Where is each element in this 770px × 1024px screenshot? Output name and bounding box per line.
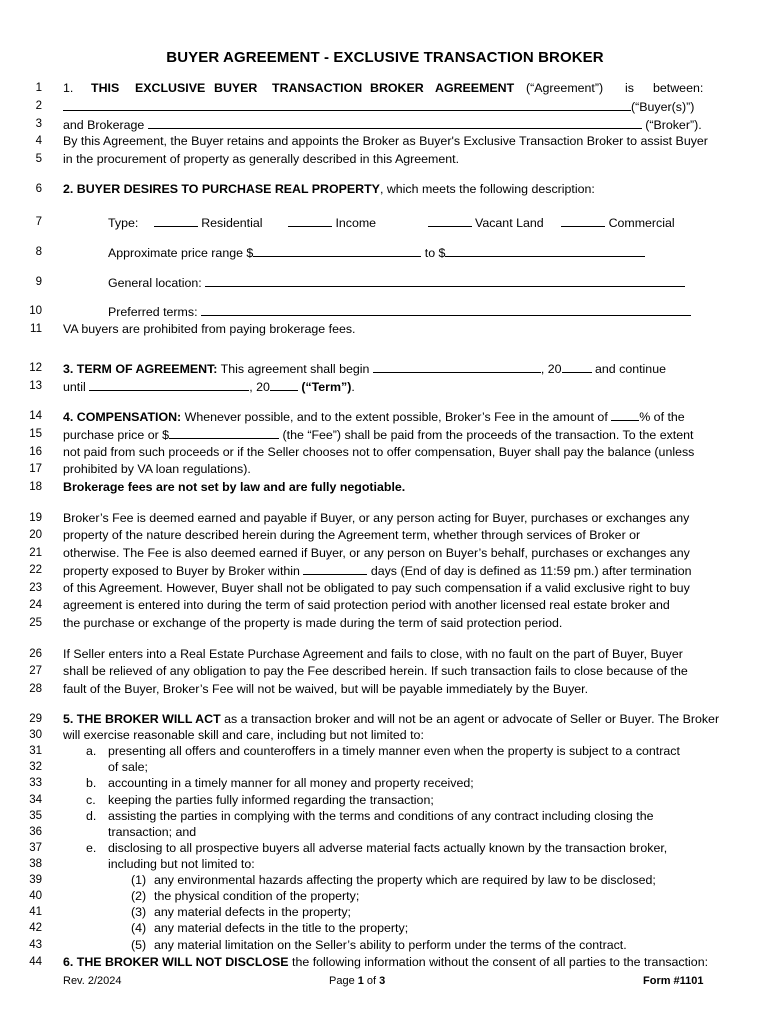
list-item-b bbox=[86, 776, 474, 790]
line-number: 5 bbox=[35, 153, 42, 165]
s1-word: AGREEMENT bbox=[435, 81, 515, 95]
s4-price-text: purchase price or $ bbox=[63, 428, 170, 442]
line-number: 15 bbox=[29, 428, 42, 440]
sublist-marker: (4) bbox=[131, 921, 147, 935]
fee-para-line bbox=[63, 563, 692, 578]
s1-is: is bbox=[625, 81, 634, 95]
price-to-label: to $ bbox=[424, 246, 446, 260]
s4-line-3: not paid from such proceeds or if the Seller chooses not to offer compensation, Buyer shall pay the balance (unless bbox=[63, 445, 695, 459]
list-marker: b. bbox=[86, 776, 97, 790]
s3-until: until bbox=[63, 380, 86, 394]
s3-comma20: , 20 bbox=[540, 362, 562, 376]
seller-para-line: shall be relieved of any obligation to pay the Fee described herein. If such transaction fails to close because of the bbox=[63, 664, 688, 678]
s5-line-1 bbox=[63, 712, 719, 726]
list-item-e bbox=[86, 841, 668, 855]
list-marker: c. bbox=[86, 793, 96, 807]
line-number: 37 bbox=[29, 842, 42, 854]
line-number: 9 bbox=[35, 276, 42, 288]
line-number: 13 bbox=[29, 380, 42, 392]
fee-para-line: agreement is entered into during the term of said protection period with another licensed real estate broker and bbox=[63, 598, 670, 612]
residential-label: Residential bbox=[201, 216, 263, 230]
s2-location-line bbox=[108, 275, 685, 290]
vacant-land-blank[interactable] bbox=[428, 215, 472, 227]
line-number: 7 bbox=[35, 216, 42, 228]
line-number: 39 bbox=[29, 874, 42, 886]
page-of: of bbox=[363, 975, 380, 987]
list-marker: e. bbox=[86, 841, 97, 855]
location-label: General location: bbox=[108, 276, 202, 290]
sublist-marker: (5) bbox=[131, 938, 147, 952]
line-number: 27 bbox=[29, 665, 42, 677]
list-marker: a. bbox=[86, 744, 97, 758]
terms-label: Preferred terms: bbox=[108, 305, 198, 319]
location-blank[interactable] bbox=[205, 275, 685, 287]
fee-para-line: otherwise. The Fee is also deemed earned if Buyer, or any person on Buyer’s behalf, purchases or exchanges any bbox=[63, 546, 690, 560]
s5-line-2: will exercise reasonable skill and care, including but not limited to: bbox=[63, 728, 424, 742]
list-text: assisting the parties in complying with the terms and conditions of any contract including closing the bbox=[108, 809, 654, 823]
seller-para-line: fault of the Buyer, Broker’s Fee will not be waived, but will be payable immediately by the Buyer. bbox=[63, 682, 589, 696]
sublist-text: any material defects in the property; bbox=[154, 905, 351, 919]
sublist-item-3 bbox=[131, 905, 351, 919]
footer-form-number: Form #1101 bbox=[643, 975, 704, 987]
s1-broker: (“Broker”). bbox=[645, 118, 702, 132]
line-number: 35 bbox=[29, 810, 42, 822]
begin-year-blank[interactable] bbox=[562, 361, 592, 373]
s2-terms-line bbox=[108, 304, 691, 319]
line-number: 33 bbox=[29, 777, 42, 789]
line-number: 19 bbox=[29, 512, 42, 524]
fee-amount-blank[interactable] bbox=[169, 427, 279, 439]
s3-heading: 3. TERM OF AGREEMENT: bbox=[63, 362, 218, 376]
page-number: 1 bbox=[357, 975, 364, 987]
sublist-marker: (3) bbox=[131, 905, 147, 919]
list-item-d bbox=[86, 809, 654, 823]
line-number: 31 bbox=[29, 745, 42, 757]
s1-word: EXCLUSIVE bbox=[135, 81, 206, 95]
s4-negotiable: Brokerage fees are not set by law and are fully negotiable. bbox=[63, 480, 406, 494]
s3-line-1 bbox=[63, 361, 666, 376]
fee-para-line: the purchase or exchange of the property is made during the term of said protection period. bbox=[63, 616, 563, 630]
price-min-blank[interactable] bbox=[253, 245, 421, 257]
s3-term: (“Term”) bbox=[301, 380, 352, 394]
terms-blank[interactable] bbox=[201, 304, 691, 316]
sublist-item-2 bbox=[131, 889, 360, 903]
price-range-label: Approximate price range $ bbox=[108, 246, 254, 260]
begin-date-blank[interactable] bbox=[373, 361, 541, 373]
price-max-blank[interactable] bbox=[445, 245, 645, 257]
line-number: 3 bbox=[35, 118, 42, 130]
list-text: keeping the parties fully informed regarding the transaction; bbox=[108, 793, 434, 807]
line-number: 34 bbox=[29, 794, 42, 806]
s2-type-line bbox=[108, 215, 675, 230]
s3-line-2 bbox=[63, 379, 355, 394]
line-number: 32 bbox=[29, 761, 42, 773]
s4-percent-text: % of the bbox=[639, 410, 685, 424]
s1-line-1 bbox=[63, 81, 704, 95]
end-year-blank[interactable] bbox=[270, 379, 298, 391]
list-item-c bbox=[86, 793, 434, 807]
s1-line-2 bbox=[63, 99, 694, 114]
document-title: BUYER AGREEMENT - EXCLUSIVE TRANSACTION BROKER bbox=[166, 49, 604, 66]
s1-buyers: (“Buyer(s)”) bbox=[631, 100, 695, 114]
line-number: 18 bbox=[29, 481, 42, 493]
sublist-text: any material limitation on the Seller’s ability to perform under the terms of the contract. bbox=[154, 938, 627, 952]
sublist-item-1 bbox=[131, 873, 656, 887]
line-number: 17 bbox=[29, 463, 42, 475]
list-item-a-cont: of sale; bbox=[108, 760, 148, 774]
list-text: accounting in a timely manner for all money and property received; bbox=[108, 776, 474, 790]
fee-para-line: property of the nature described herein during the Agreement term, whether through services of Broker or bbox=[63, 528, 641, 542]
income-label: Income bbox=[335, 216, 377, 230]
sublist-marker: (1) bbox=[131, 873, 147, 887]
line-number: 30 bbox=[29, 729, 42, 741]
line-number: 10 bbox=[29, 305, 42, 317]
s2-heading-rest: , which meets the following description: bbox=[379, 182, 595, 196]
s1-word: BUYER bbox=[214, 81, 258, 95]
s6-heading: 6. THE BROKER WILL NOT DISCLOSE bbox=[63, 955, 289, 969]
sublist-text: the physical condition of the property; bbox=[154, 889, 360, 903]
s4-heading: 4. COMPENSATION: bbox=[63, 410, 182, 424]
line-number: 42 bbox=[29, 922, 42, 934]
line-number: 22 bbox=[29, 564, 42, 576]
footer-revision: Rev. 2/2024 bbox=[63, 975, 122, 987]
list-text: disclosing to all prospective buyers all adverse material facts actually known by the transaction broker, bbox=[108, 841, 668, 855]
fee-percent-blank[interactable] bbox=[611, 409, 639, 421]
line-number: 36 bbox=[29, 826, 42, 838]
commercial-blank[interactable] bbox=[561, 215, 605, 227]
commercial-label: Commercial bbox=[608, 216, 675, 230]
s6-line bbox=[63, 955, 708, 969]
sublist-marker: (2) bbox=[131, 889, 147, 903]
line-number: 38 bbox=[29, 858, 42, 870]
line-number: 1 bbox=[35, 82, 42, 94]
line-number: 28 bbox=[29, 683, 42, 695]
end-date-blank[interactable] bbox=[89, 379, 249, 391]
s4-line-4: prohibited by VA loan regulations). bbox=[63, 462, 251, 476]
va-notice: VA buyers are prohibited from paying brokerage fees. bbox=[63, 322, 356, 336]
line-number: 12 bbox=[29, 362, 42, 374]
sublist-item-5 bbox=[131, 938, 627, 952]
s2-heading: 2. BUYER DESIRES TO PURCHASE REAL PROPERTY bbox=[63, 182, 380, 196]
line-number: 20 bbox=[29, 529, 42, 541]
s1-line-3 bbox=[63, 117, 702, 132]
s1-brokerage-label: and Brokerage bbox=[63, 118, 145, 132]
protection-text-2: days (End of day is defined as 11:59 pm.) after termination bbox=[370, 564, 692, 578]
list-item-e-cont: including but not limited to: bbox=[108, 857, 255, 871]
fee-para-line: of this Agreement. However, Buyer shall not be obligated to pay such compensation if a valid exclusive right to buy bbox=[63, 581, 690, 595]
s1-word: TRANSACTION bbox=[272, 81, 363, 95]
s3-continue: and continue bbox=[595, 362, 666, 376]
line-number: 21 bbox=[29, 547, 42, 559]
line-number: 29 bbox=[29, 713, 42, 725]
line-number: 25 bbox=[29, 617, 42, 629]
s4-fee-text: (the “Fee”) shall be paid from the proceeds of the transaction. To the extent bbox=[279, 428, 694, 442]
sublist-text: any material defects in the title to the property; bbox=[154, 921, 409, 935]
line-number: 2 bbox=[35, 100, 42, 112]
s5-heading: 5. THE BROKER WILL ACT bbox=[63, 712, 221, 726]
line-number: 16 bbox=[29, 446, 42, 458]
s4-line-2 bbox=[63, 427, 693, 442]
seller-para-line: If Seller enters into a Real Estate Purchase Agreement and fails to close, with no fault on the part of Buyer, Buyer bbox=[63, 647, 683, 661]
sublist-item-4 bbox=[131, 921, 409, 935]
s4-text: Whenever possible, and to the extent possible, Broker’s Fee in the amount of bbox=[181, 410, 608, 424]
line-number: 4 bbox=[35, 135, 42, 147]
s4-line-1 bbox=[63, 409, 685, 424]
s1-number: 1. bbox=[63, 81, 74, 95]
residential-blank[interactable] bbox=[154, 215, 198, 227]
s2-heading-line bbox=[63, 182, 595, 196]
s3-period: . bbox=[351, 380, 355, 394]
footer-page bbox=[329, 975, 385, 987]
list-text: presenting all offers and counteroffers in a timely manner even when the property is subject to a contract bbox=[108, 744, 680, 758]
s1-word: THIS bbox=[91, 81, 120, 95]
vacant-land-label: Vacant Land bbox=[474, 216, 544, 230]
page-label: Page bbox=[329, 975, 358, 987]
line-number: 23 bbox=[29, 582, 42, 594]
buyer-name-blank[interactable] bbox=[63, 99, 631, 111]
line-number: 8 bbox=[35, 246, 42, 258]
line-number: 41 bbox=[29, 906, 42, 918]
line-number: 24 bbox=[29, 599, 42, 611]
line-number: 14 bbox=[29, 410, 42, 422]
line-number: 26 bbox=[29, 648, 42, 660]
brokerage-name-blank[interactable] bbox=[148, 117, 642, 129]
line-number: 40 bbox=[29, 890, 42, 902]
s1-between: between: bbox=[653, 81, 704, 95]
page-total: 3 bbox=[379, 975, 386, 987]
list-item-a bbox=[86, 744, 680, 758]
sublist-text: any environmental hazards affecting the property which are required by law to be disclosed; bbox=[154, 873, 656, 887]
s1-word: BROKER bbox=[370, 81, 424, 95]
s3-comma20b: , 20 bbox=[249, 380, 270, 394]
list-item-d-cont: transaction; and bbox=[108, 825, 197, 839]
s6-text: the following information without the consent of all parties to the transaction: bbox=[288, 955, 709, 969]
s1-agreement: (“Agreement”) bbox=[526, 81, 604, 95]
s3-begin: This agreement shall begin bbox=[217, 362, 370, 376]
line-number: 6 bbox=[35, 183, 42, 195]
s2-price-line bbox=[108, 245, 645, 260]
line-number: 43 bbox=[29, 939, 42, 951]
line-number: 44 bbox=[29, 956, 42, 968]
s1-line-4: By this Agreement, the Buyer retains and appoints the Broker as Buyer's Exclusive Transaction Broker to assist Buyer bbox=[63, 134, 708, 148]
fee-para-line: Broker’s Fee is deemed earned and payable if Buyer, or any person acting for Buyer, purchases or exchanges any bbox=[63, 511, 690, 525]
s5-text: as a transaction broker and will not be an agent or advocate of Seller or Buyer. The Broker bbox=[220, 712, 720, 726]
protection-days-blank[interactable] bbox=[303, 563, 367, 575]
type-label: Type: bbox=[108, 216, 139, 230]
s1-line-5: in the procurement of property as generally described in this Agreement. bbox=[63, 152, 460, 166]
protection-text: property exposed to Buyer by Broker within bbox=[63, 564, 300, 578]
income-blank[interactable] bbox=[288, 215, 332, 227]
list-marker: d. bbox=[86, 809, 97, 823]
line-number: 11 bbox=[30, 323, 42, 335]
